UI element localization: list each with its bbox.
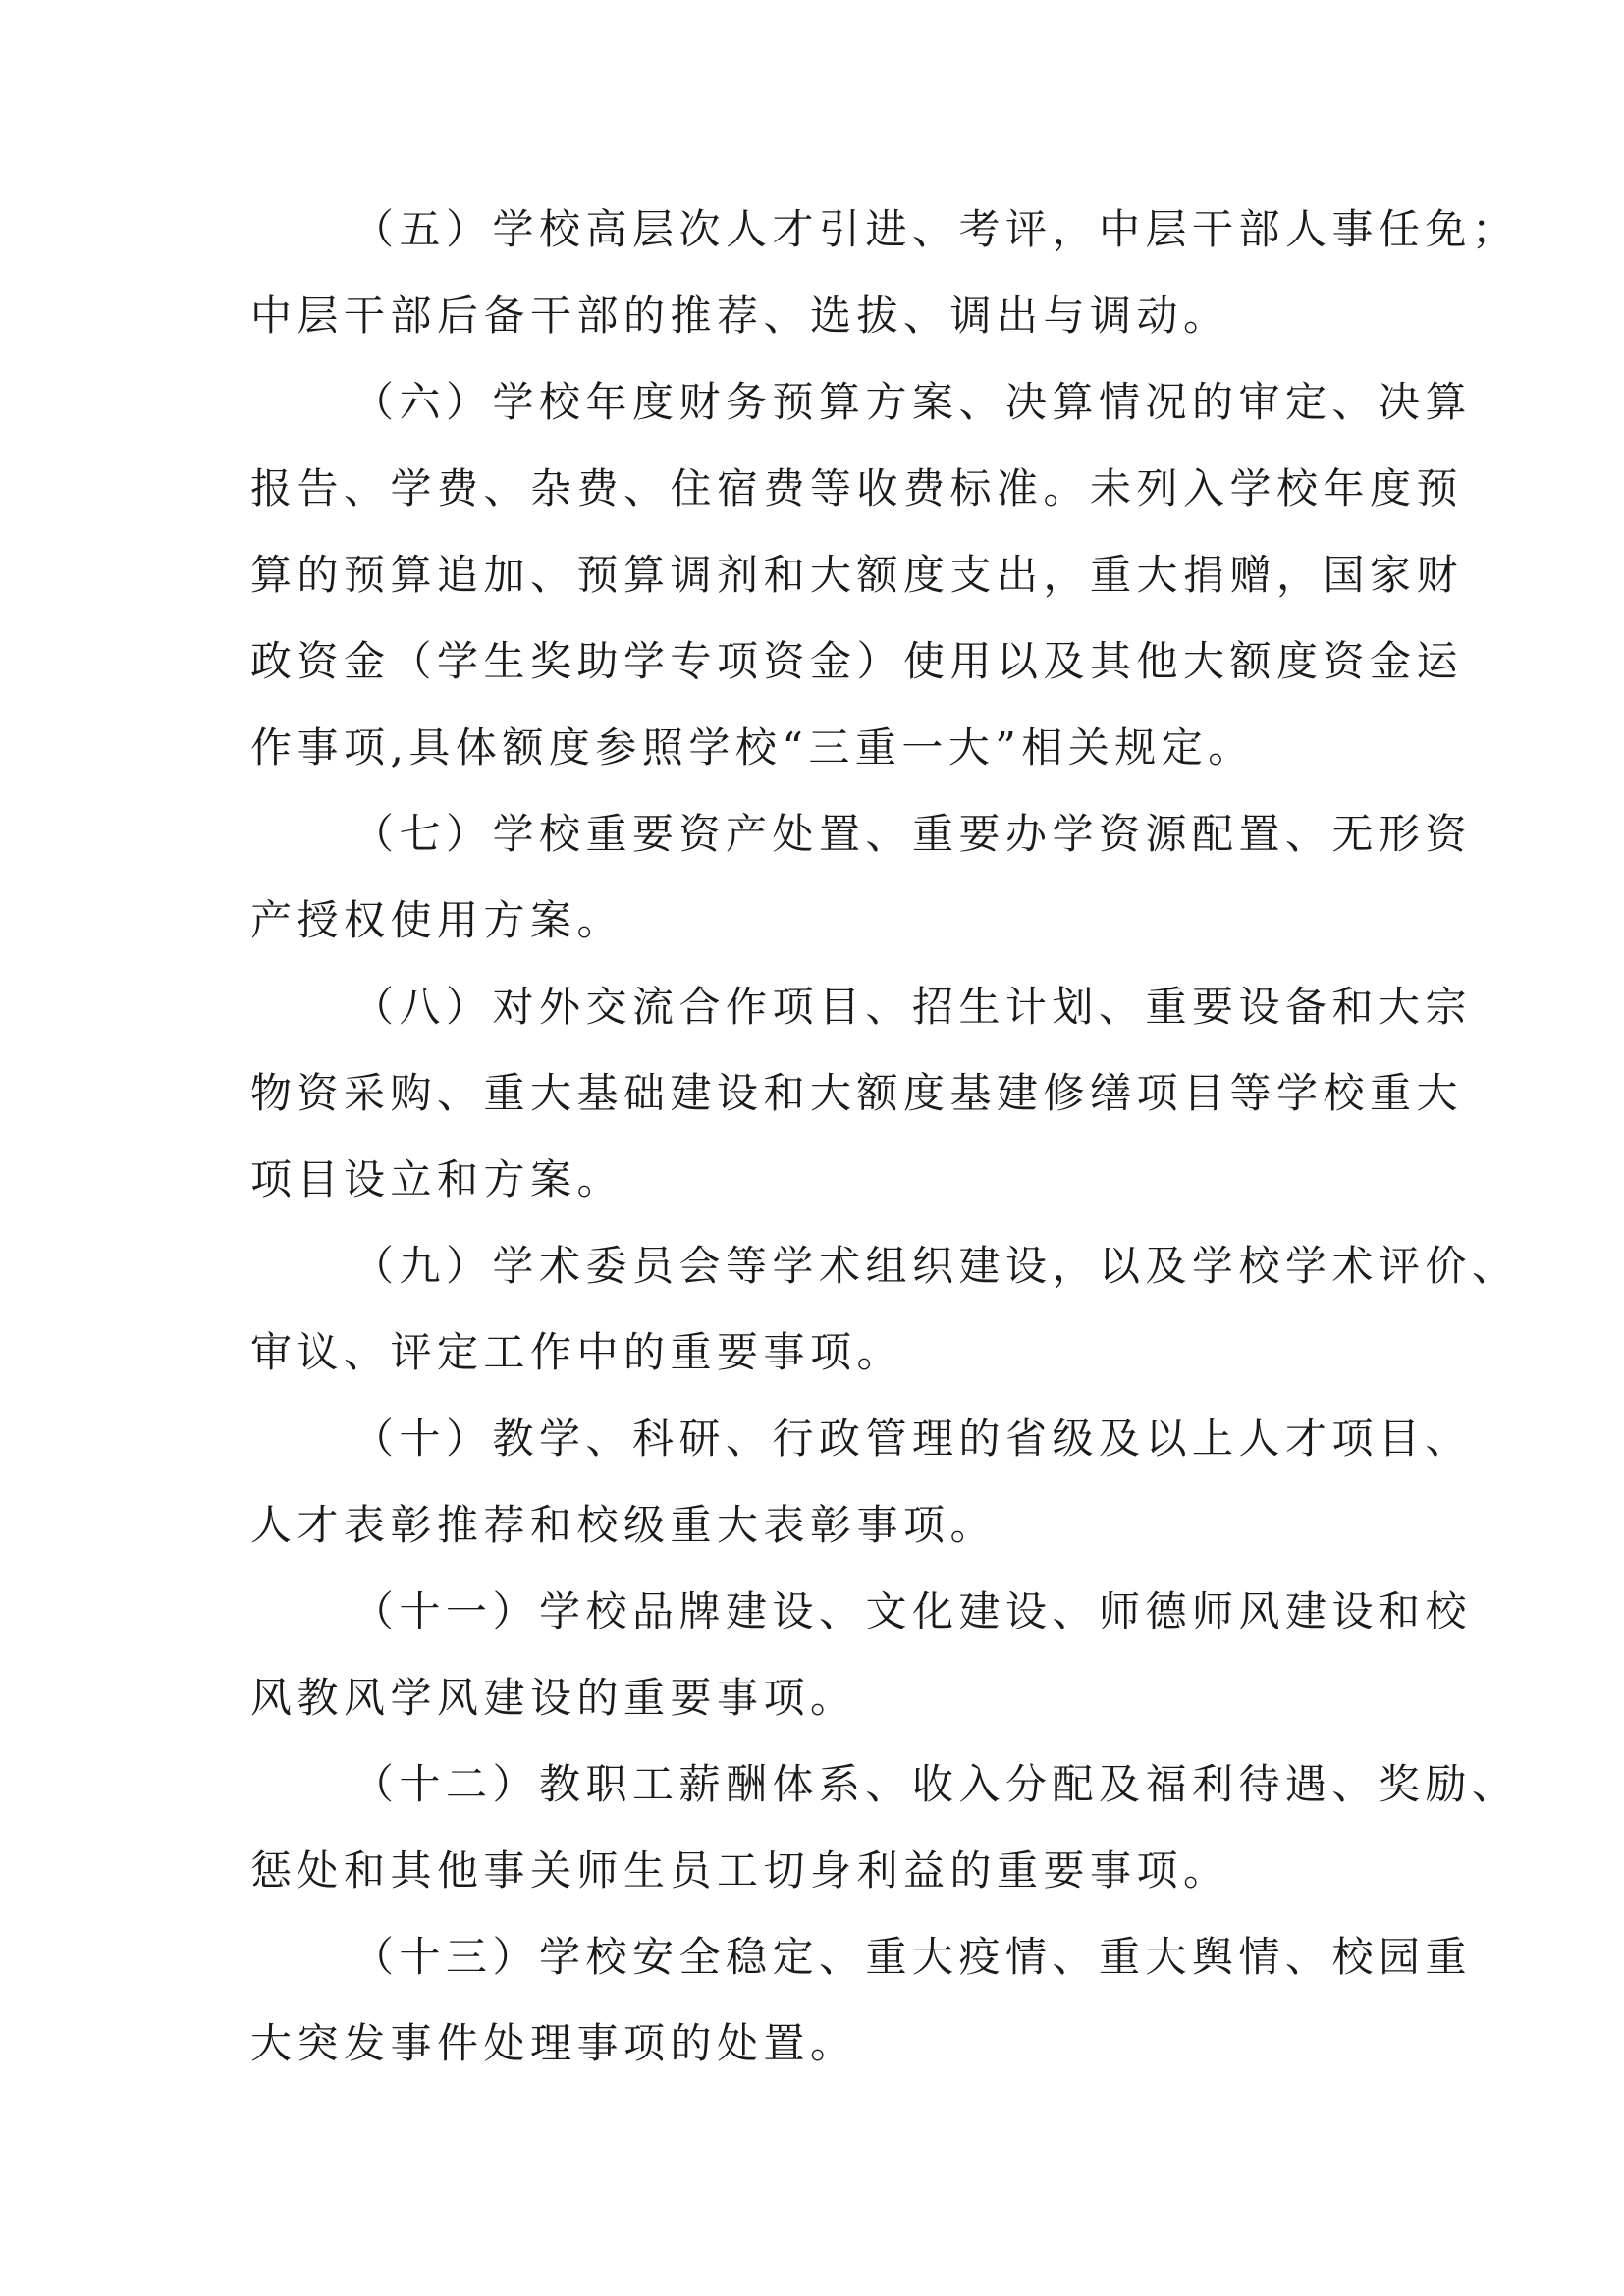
- paragraph-5: [250, 187, 1519, 359]
- paragraph-line: 作事项,具体额度参照学校“三重一大”相关规定。: [250, 723, 1255, 772]
- paragraph-line: 项目设立和方案。: [250, 1155, 624, 1203]
- paragraph-line: （八）对外交流合作项目、招生计划、重要设备和大宗: [352, 983, 1473, 1031]
- paragraph-line: 大突发事件处理事项的处置。: [250, 2019, 857, 2067]
- paragraph-12: [250, 1741, 1519, 1914]
- paragraph-line: 惩处和其他事关师生员工切身利益的重要事项。: [250, 1846, 1230, 1895]
- paragraph-7: [250, 791, 1473, 964]
- paragraph-line: 风教风学风建设的重要事项。: [250, 1674, 857, 1722]
- paragraph-line: 审议、评定工作中的重要事项。: [250, 1328, 904, 1376]
- paragraph-line: 中层干部后备干部的推荐、选拔、调出与调动。: [250, 292, 1230, 340]
- paragraph-11: [250, 1569, 1473, 1741]
- paragraph-line: （十二）教职工薪酬体系、收入分配及福利待遇、奖励、: [352, 1760, 1519, 1808]
- paragraph-line: （十三）学校安全稳定、重大疫情、重大舆情、校园重: [352, 1933, 1473, 1981]
- paragraph-6: [250, 359, 1473, 791]
- paragraph-line: （六）学校年度财务预算方案、决算情况的审定、决算: [352, 378, 1473, 426]
- paragraph-line: 人才表彰推荐和校级重大表彰事项。: [250, 1501, 998, 1549]
- paragraph-line: 政资金（学生奖助学专项资金）使用以及其他大额度资金运: [250, 637, 1464, 685]
- paragraph-13: [250, 1914, 1473, 2087]
- paragraph-line: （五）学校高层次人才引进、考评，中层干部人事任免；: [352, 205, 1519, 253]
- paragraph-line: （九）学术委员会等学术组织建设，以及学校学术评价、: [352, 1242, 1519, 1290]
- paragraph-10: [250, 1396, 1473, 1569]
- paragraph-line: 报告、学费、杂费、住宿费等收费标准。未列入学校年度预: [250, 464, 1464, 512]
- paragraph-8: [250, 964, 1473, 1223]
- paragraph-line: （十）教学、科研、行政管理的省级及以上人才项目、: [352, 1415, 1473, 1463]
- paragraph-line: （七）学校重要资产处置、重要办学资源配置、无形资: [352, 810, 1473, 858]
- paragraph-line: 产授权使用方案。: [250, 896, 624, 944]
- paragraph-line: 物资采购、重大基础建设和大额度基建修缮项目等学校重大: [250, 1069, 1464, 1117]
- paragraph-line: （十一）学校品牌建设、文化建设、师德师风建设和校: [352, 1587, 1473, 1635]
- paragraph-9: [250, 1223, 1519, 1396]
- document-body: [250, 187, 1519, 2087]
- paragraph-line: 算的预算追加、预算调剂和大额度支出，重大捐赠，国家财: [250, 551, 1464, 599]
